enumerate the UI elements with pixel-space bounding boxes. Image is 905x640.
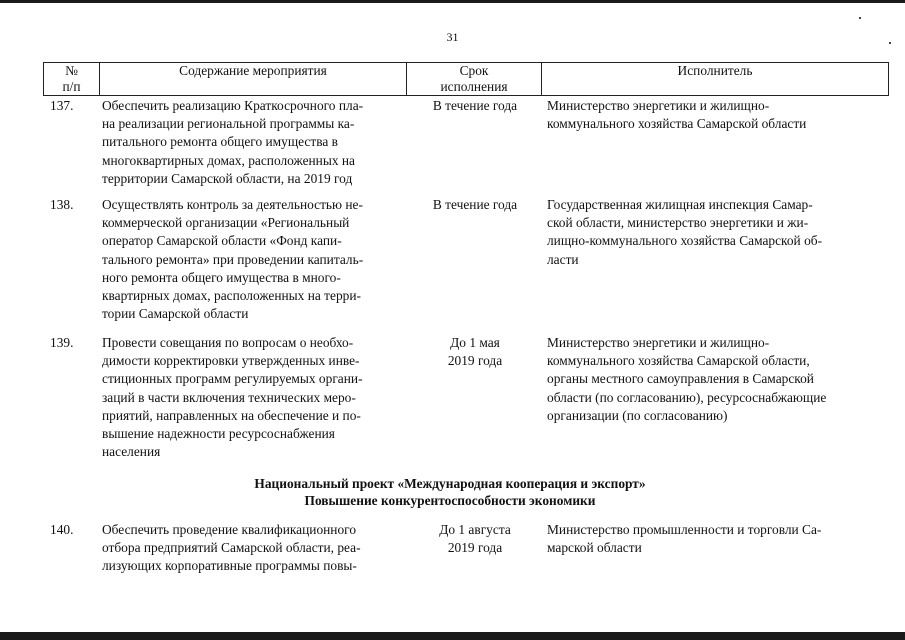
row-138-content: Осуществлять контроль за деятельностью не- коммерческой организации «Региональный оператор Самарской области «Фонд капи- тального ремонта» при проведении капиталь- ного ремонта общего имущества в много- квартирных домах, расположенных на терри- тории Самарской области <box>102 197 364 322</box>
row-137-content: Обеспечить реализацию Краткосрочного пла- на реализации региональной программы ка- питального ремонта общего имущества в многоквартирных домах, расположенных на территории Самарской области, на 2019 год <box>102 98 364 186</box>
row-139-num: 139. <box>50 335 74 350</box>
row-140-content: Обеспечить проведение квалификационного отбора предприятий Самарской области, реа- лизующих корпоративные программы повы- <box>102 522 361 574</box>
scan-bottom-border <box>0 632 905 640</box>
row-137-term: В течение года <box>432 98 518 113</box>
row-139-content: Провести совещания по вопросам о необхо- димости корректировки утвержденных инве- стиционных программ регулируемых органи- заций в части включения технических меро- приятий, направленных на обеспечение и по- вышение надежности ресурсоснабжения населения <box>102 335 363 460</box>
header-executor: Исполнитель <box>542 63 889 96</box>
scan-speck <box>889 42 891 44</box>
row-140-executor: Министерство промышленности и торговли Са- марской области <box>547 522 822 556</box>
section-title: Национальный проект «Международная кооперация и экспорт» <box>254 476 646 491</box>
row-137-num: 137. <box>50 98 74 113</box>
row-140-term: До 1 августа 2019 года <box>439 522 511 556</box>
row-138-executor: Государственная жилищная инспекция Самар- ской области, министерство энергетики и жи- лищно-коммунального хозяйства Самарской об- ласти <box>547 197 823 267</box>
row-139-executor: Министерство энергетики и жилищно- коммунального хозяйства Самарской области, органы местного самоуправления в Самарской области (по согласованию), ресурсоснабжающие организации (по согласованию) <box>547 335 827 423</box>
row-138-term: В течение года <box>432 197 518 212</box>
header-content: Содержание мероприятия <box>100 63 407 96</box>
row-137-executor: Министерство энергетики и жилищно- коммунального хозяйства Самарской области <box>547 98 807 132</box>
section-heading <box>120 475 780 509</box>
table-header <box>43 62 889 96</box>
header-num: № п/п <box>44 63 100 96</box>
section-subtitle: Повышение конкурентоспособности экономики <box>304 493 596 508</box>
row-138-num: 138. <box>50 197 74 212</box>
row-139-term: До 1 мая 2019 года <box>447 335 503 369</box>
row-140-num: 140. <box>50 522 74 537</box>
scan-top-border <box>0 0 905 3</box>
header-term: Срок исполнения <box>407 63 542 96</box>
page-number: 31 <box>446 30 459 44</box>
scan-speck <box>859 17 861 19</box>
